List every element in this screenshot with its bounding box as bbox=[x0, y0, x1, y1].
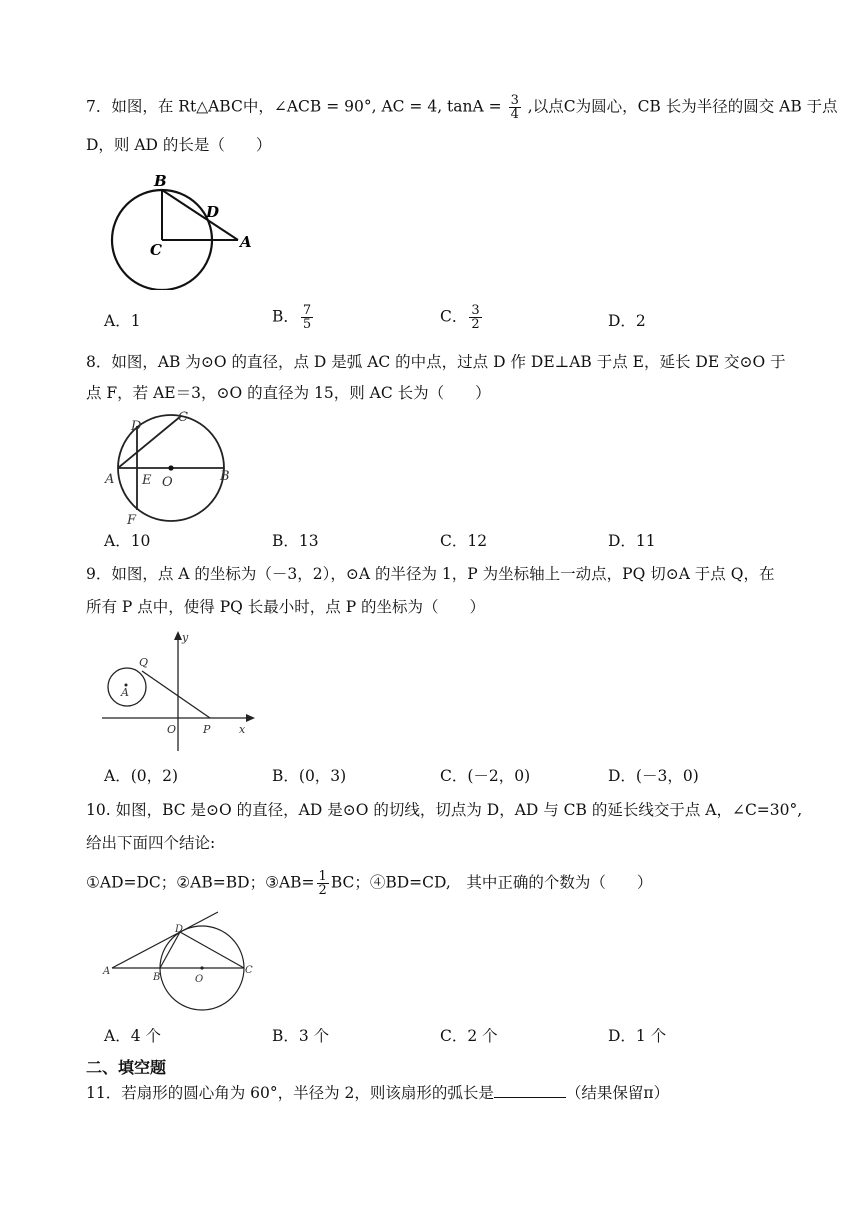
q11-text: 11．若扇形的圆心角为 60°，半径为 2，则该扇形的弧长是 bbox=[86, 1084, 494, 1102]
q10-figure bbox=[100, 908, 260, 1013]
q9-x-arrow bbox=[246, 714, 255, 722]
q7-option-c-fraction bbox=[469, 304, 481, 331]
q7-stem-line1 bbox=[86, 94, 838, 121]
q7-label-c: C bbox=[150, 241, 162, 259]
q8-label-e: E bbox=[142, 473, 152, 488]
q10-label-d: D bbox=[175, 924, 184, 935]
q8-label-b: B bbox=[220, 469, 230, 484]
q7-option-b-num: 7 bbox=[302, 303, 312, 318]
q7-option-c[interactable] bbox=[440, 304, 484, 331]
q9-tangent-pq bbox=[142, 671, 210, 718]
section-title-fill-in: 二、填空题 bbox=[86, 1058, 167, 1077]
q10-conclusions-end: BC；④BD=CD, 其中正确的个数为（ ） bbox=[330, 873, 653, 892]
q10-option-d[interactable]: D．1 个 bbox=[608, 1027, 667, 1045]
q7-fraction bbox=[509, 94, 521, 121]
q9-stem-line1: 9．如图，点 A 的坐标为（－3，2），⊙A 的半径为 1，P 为坐标轴上一动点，PQ 切⊙A 于点 Q，在 bbox=[86, 565, 775, 583]
q9-option-d[interactable]: D．(－3，0) bbox=[608, 767, 699, 785]
q8-label-a: A bbox=[105, 472, 115, 487]
q8-option-b[interactable]: B．13 bbox=[272, 532, 319, 550]
q7-label-d: D bbox=[206, 203, 220, 221]
q9-option-c[interactable]: C．(－2，0) bbox=[440, 767, 531, 785]
q10-option-c[interactable]: C．2 个 bbox=[440, 1027, 498, 1045]
q10-frac-num: 1 bbox=[318, 869, 327, 884]
q7-option-c-den: 2 bbox=[471, 317, 480, 332]
q7-segment-ab bbox=[162, 190, 238, 240]
q8-option-c[interactable]: C．12 bbox=[440, 532, 488, 550]
q7-option-a[interactable]: A．1 bbox=[104, 312, 141, 330]
q8-stem-line2: 点 F，若 AE＝3，⊙O 的直径为 15，则 AC 长为（ ） bbox=[86, 384, 491, 402]
q7-frac-den: 4 bbox=[510, 107, 519, 122]
q10-label-a: A bbox=[103, 966, 111, 977]
q9-label-x: x bbox=[239, 723, 246, 736]
q8-center-dot bbox=[168, 465, 173, 470]
q9-option-b[interactable]: B．(0，3) bbox=[272, 767, 347, 785]
q8-option-a[interactable]: A．10 bbox=[104, 532, 151, 550]
q7-option-c-prefix: C． bbox=[440, 307, 468, 326]
q9-stem-line2: 所有 P 点中，使得 PQ 长最小时，点 P 的坐标为（ ） bbox=[86, 598, 486, 616]
q9-figure bbox=[100, 625, 265, 755]
q7-option-d[interactable]: D．2 bbox=[608, 312, 646, 330]
q8-figure bbox=[100, 410, 240, 528]
q7-stem-line2: D，则 AD 的长是（ ） bbox=[86, 136, 272, 154]
q10-fraction bbox=[317, 870, 329, 897]
q11-stem bbox=[86, 1082, 669, 1104]
q8-stem-line1: 8．如图，AB 为⊙O 的直径，点 D 是弧 AC 的中点，过点 D 作 DE⊥AB 于点 E，延长 DE 交⊙O 于 bbox=[86, 353, 786, 371]
q10-label-b: B bbox=[153, 972, 161, 983]
q10-label-c: C bbox=[245, 965, 253, 976]
q10-option-a[interactable]: A．4 个 bbox=[104, 1027, 161, 1045]
q9-y-arrow bbox=[174, 631, 182, 640]
q9-option-a[interactable]: A．(0，2) bbox=[104, 767, 179, 785]
q9-label-p: P bbox=[203, 723, 211, 736]
q7-label-b: B bbox=[154, 172, 167, 190]
q11-answer-blank[interactable] bbox=[494, 1083, 566, 1098]
q7-stem-tail: ,以点C为圆心，CB 长为半径的圆交 AB 于点 bbox=[527, 97, 838, 116]
q8-label-d: D bbox=[131, 419, 142, 434]
q9-label-a: A bbox=[121, 686, 129, 699]
q10-center-dot bbox=[200, 966, 203, 969]
q11-tail: （结果保留π） bbox=[565, 1084, 670, 1102]
q8-label-f: F bbox=[127, 513, 137, 528]
q10-stem-line2: 给出下面四个结论: bbox=[86, 834, 216, 852]
q10-segment-dc bbox=[180, 932, 244, 968]
q7-frac-num: 3 bbox=[510, 93, 519, 108]
q8-label-o: O bbox=[162, 475, 173, 490]
q7-option-b-den: 5 bbox=[302, 317, 312, 332]
q7-option-c-num: 3 bbox=[471, 303, 480, 318]
q8-option-d[interactable]: D．11 bbox=[608, 532, 656, 550]
q7-label-a: A bbox=[240, 233, 252, 251]
q7-option-b-prefix: B． bbox=[272, 307, 299, 326]
q10-stem-line3 bbox=[86, 870, 652, 897]
q7-figure bbox=[100, 170, 260, 290]
q9-label-o: O bbox=[167, 723, 177, 736]
q10-label-o: O bbox=[195, 974, 204, 985]
q10-option-b[interactable]: B．3 个 bbox=[272, 1027, 330, 1045]
q9-label-q: Q bbox=[139, 656, 149, 669]
q10-frac-den: 2 bbox=[318, 883, 327, 898]
q7-stem-start: 7．如图，在 Rt△ABC中，∠ACB = 90°, AC = 4, tanA = bbox=[86, 97, 502, 116]
q10-conclusions-start: ①AD=DC；②AB=BD；③AB= bbox=[86, 873, 315, 892]
q8-label-c: C bbox=[178, 410, 188, 425]
q8-chord-ac bbox=[118, 416, 181, 468]
q7-option-b-fraction bbox=[301, 304, 313, 331]
q7-option-b[interactable] bbox=[272, 304, 315, 331]
q10-stem-line1: 10. 如图，BC 是⊙O 的直径，AD 是⊙O 的切线，切点为 D，AD 与 CB 的延长线交于点 A，∠C=30°, bbox=[86, 801, 803, 819]
q9-label-y: y bbox=[182, 631, 189, 644]
